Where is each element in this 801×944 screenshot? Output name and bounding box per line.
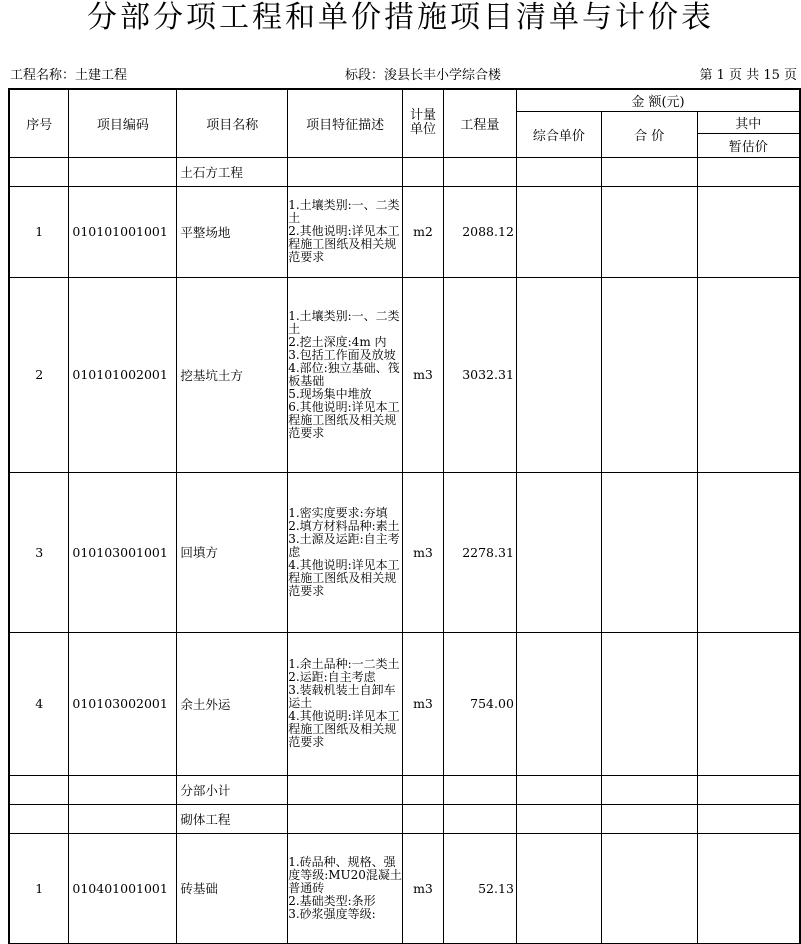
- row-seq: 1: [9, 186, 69, 277]
- table-row: [9, 186, 800, 277]
- row-code: 010103001001: [69, 472, 177, 632]
- header-provisional: 暂估价: [697, 133, 800, 157]
- row-code: 010101001001: [69, 186, 177, 277]
- header-of-which: 其中: [697, 111, 800, 133]
- row-desc: 1.土壤类别:一、二类土 2.其他说明:详见本工程施工图纸及相关规范要求: [288, 186, 403, 277]
- table-row: [9, 277, 800, 472]
- table-row: [9, 632, 800, 775]
- row-qty: 2088.12: [443, 186, 516, 277]
- row-name: 余土外运: [177, 632, 288, 775]
- section-row: [9, 804, 800, 833]
- page-indicator: 第 1 页 共 15 页: [699, 68, 797, 83]
- row-desc: 1.土壤类别:一、二类土 2.挖土深度:4m 内 3.包括工作面及放坡 4.部位:独立基础、筏板基础 5.现场集中堆放 6.其他说明:详见本工程施工图纸及相关规范要求: [288, 277, 403, 472]
- row-name: 挖基坑土方: [177, 277, 288, 472]
- table-row: [9, 833, 800, 943]
- header-unit-price: 综合单价: [516, 111, 601, 157]
- row-desc: 1.余土品种:一二类土 2.运距:自主考虑 3.装载机装土自卸车运土 4.其他说明:详见本工程施工图纸及相关规范要求: [288, 632, 403, 775]
- row-unit: m3: [403, 472, 444, 632]
- row-unit: m3: [403, 277, 444, 472]
- subtotal-row: [9, 775, 800, 804]
- row-qty: 754.00: [443, 632, 516, 775]
- row-unit: m2: [403, 186, 444, 277]
- section-title: 土石方工程: [177, 157, 288, 186]
- header-seq: 序号: [9, 89, 69, 157]
- row-seq: 1: [9, 833, 69, 943]
- row-code: 010103002001: [69, 632, 177, 775]
- row-qty: 3032.31: [443, 277, 516, 472]
- row-seq: 3: [9, 472, 69, 632]
- row-name: 砖基础: [177, 833, 288, 943]
- section-row: [9, 157, 800, 186]
- page-title: 分部分项工程和单价措施项目清单与计价表: [87, 0, 714, 35]
- row-seq: 4: [9, 632, 69, 775]
- section-name: 标段：浚县长丰小学综合楼: [345, 68, 502, 83]
- header-amount: 金 额(元): [516, 89, 800, 111]
- row-desc: 1.砖品种、规格、强度等级:MU20混凝土普通砖 2.基础类型:条形 3.砂浆强度等级:: [288, 833, 403, 943]
- row-desc: 1.密实度要求:夯填 2.填方材料品种:素土 3.土源及运距:自主考虑 4.其他说明:详见本工程施工图纸及相关规范要求: [288, 472, 403, 632]
- section-title: 砌体工程: [177, 804, 288, 833]
- row-qty: 2278.31: [443, 472, 516, 632]
- row-qty: 52.13: [443, 833, 516, 943]
- bill-of-quantities-table: [8, 88, 801, 944]
- header-qty: 工程量: [443, 89, 516, 157]
- header-name: 项目名称: [177, 89, 288, 157]
- subtotal-label: 分部小计: [177, 775, 288, 804]
- header-desc: 项目特征描述: [288, 89, 403, 157]
- row-code: 010401001001: [69, 833, 177, 943]
- row-name: 平整场地: [177, 186, 288, 277]
- row-unit: m3: [403, 632, 444, 775]
- header-total: 合 价: [601, 111, 697, 157]
- project-name: 工程名称：土建工程: [10, 68, 128, 83]
- header-code: 项目编码: [69, 89, 177, 157]
- row-code: 010101002001: [69, 277, 177, 472]
- row-unit: m3: [403, 833, 444, 943]
- table-row: [9, 472, 800, 632]
- row-seq: 2: [9, 277, 69, 472]
- row-name: 回填方: [177, 472, 288, 632]
- header-unit: 计量 单位: [403, 89, 444, 157]
